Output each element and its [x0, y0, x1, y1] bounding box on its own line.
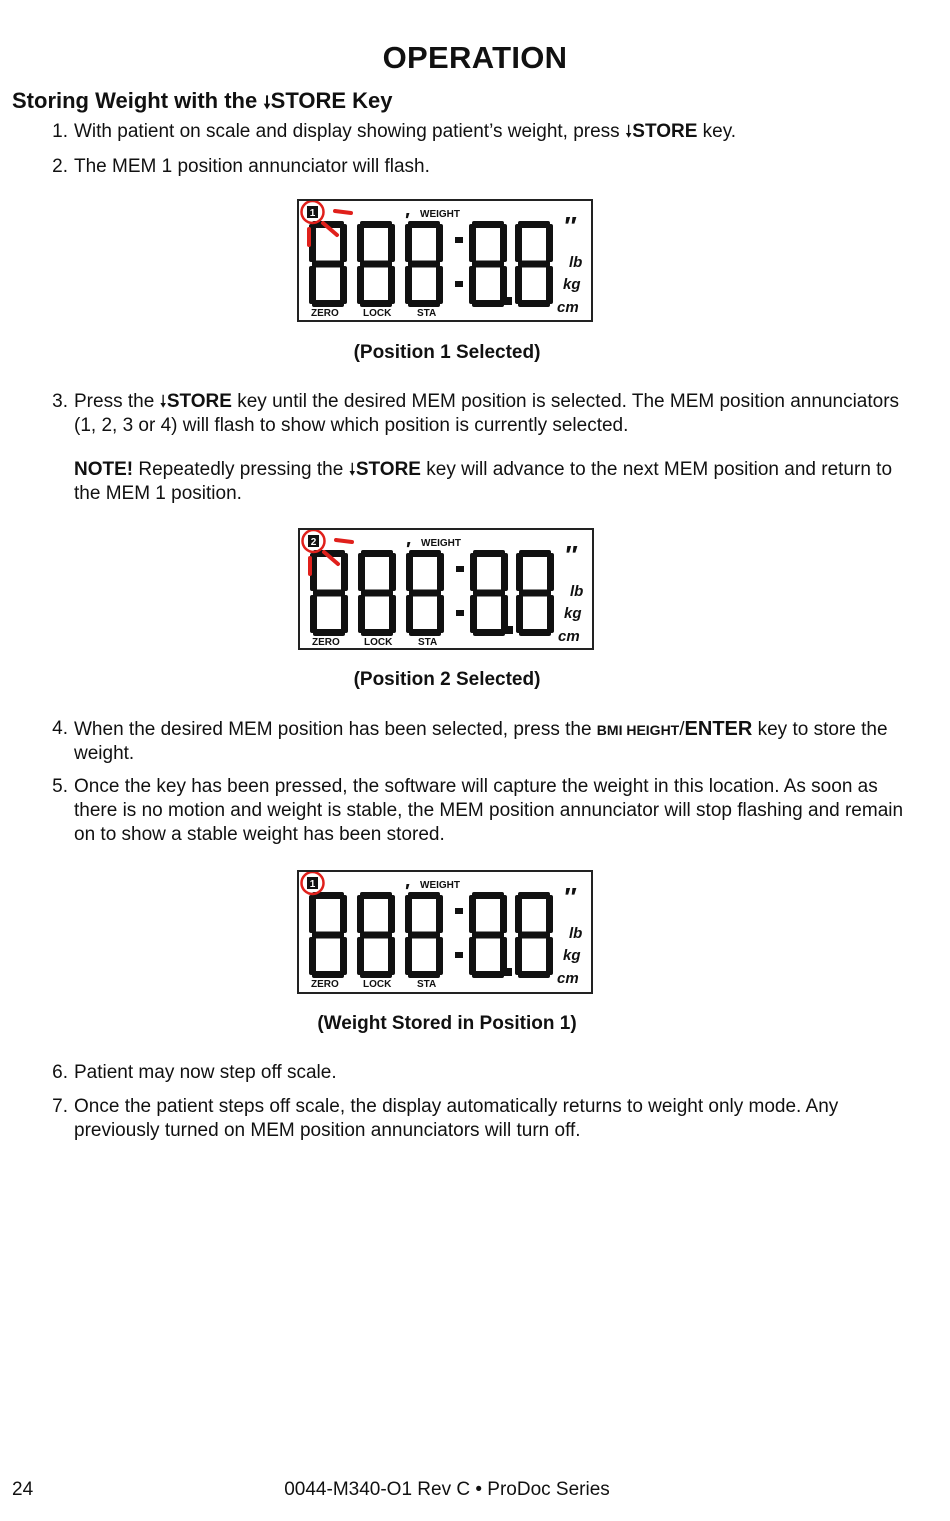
weight-label: WEIGHT	[421, 538, 461, 549]
lcd-segment	[309, 895, 316, 933]
lcd-display-stored	[297, 870, 593, 994]
footer-doc-id: 0044-M340-O1 Rev C • ProDoc Series	[284, 1479, 610, 1500]
lcd-segment	[500, 224, 507, 262]
lcd-segment	[341, 553, 348, 591]
lcd-segment	[408, 221, 440, 228]
separator-dot	[455, 281, 463, 287]
separator-dot	[455, 237, 463, 243]
lcd-segment	[388, 895, 395, 933]
sta-label: STA	[417, 308, 437, 319]
lcd-segment	[472, 221, 504, 228]
lcd-segment	[472, 971, 504, 978]
lb-unit: lb	[569, 254, 583, 271]
lcd-segment	[388, 937, 395, 975]
lcd-segment	[436, 224, 443, 262]
lcd-segment	[309, 937, 316, 975]
lcd-segment	[515, 937, 522, 975]
inch-mark: ″	[563, 211, 576, 241]
lcd-segment	[361, 550, 393, 557]
step-number: 3.	[52, 391, 68, 412]
lcd-segment	[472, 892, 504, 899]
heading-suffix: Key	[346, 88, 393, 113]
lcd-segment	[519, 590, 551, 597]
figure-caption: (Weight Stored in Position 1)	[317, 1013, 577, 1034]
cm-unit: cm	[558, 628, 580, 645]
lcd-segment	[408, 971, 440, 978]
lcd-segment	[389, 595, 396, 633]
lcd-segment	[409, 629, 441, 636]
lcd-segment	[406, 595, 413, 633]
lock-label: LOCK	[363, 308, 392, 319]
lcd-display-position-2	[298, 528, 594, 650]
lcd-segment	[340, 266, 347, 304]
lcd-segment	[472, 300, 504, 307]
section-heading	[12, 88, 393, 119]
sta-label: STA	[418, 637, 438, 648]
step-text: The MEM 1 position annunciator will flash.	[74, 156, 430, 177]
lcd-segment	[518, 971, 550, 978]
lock-label: LOCK	[363, 979, 392, 990]
lcd-graphic	[299, 201, 591, 319]
lcd-segment	[360, 300, 392, 307]
separator-dot	[455, 908, 463, 914]
heading-text: Storing Weight with the	[12, 88, 264, 113]
lcd-segment	[436, 937, 443, 975]
lcd-segment	[437, 595, 444, 633]
lcd-segment	[408, 892, 440, 899]
lcd-segment	[310, 595, 317, 633]
store-key-label: STORE	[632, 121, 698, 142]
store-key-label: STORE	[166, 391, 232, 412]
sta-label: STA	[417, 979, 437, 990]
note-block: NOTE! Repeatedly pressing the 🠗STORE key will advance to the next MEM position and return to the MEM 1 position.	[74, 459, 893, 504]
enter-key-label: ENTER	[684, 718, 753, 740]
lcd-segment	[518, 932, 550, 939]
separator-dot	[456, 610, 464, 616]
lcd-segment	[312, 971, 344, 978]
lcd-segment	[518, 221, 550, 228]
flash-mark	[336, 540, 352, 542]
lcd-segment	[516, 595, 523, 633]
lcd-segment	[358, 595, 365, 633]
step-text: With patient on scale and display showing patient’s weight, press 🠗STORE key.	[74, 121, 737, 142]
lcd-segment	[360, 892, 392, 899]
foot-mark: ′	[406, 539, 411, 561]
lcd-segment	[501, 553, 508, 591]
lcd-segment	[500, 895, 507, 933]
lcd-segment	[313, 590, 345, 597]
lcd-segment	[357, 895, 364, 933]
step-number: 5.	[52, 776, 68, 797]
lcd-segment	[408, 300, 440, 307]
lcd-segment	[515, 224, 522, 262]
lcd-segment	[341, 595, 348, 633]
lcd-segment	[408, 932, 440, 939]
lcd-segment	[546, 937, 553, 975]
lcd-graphic	[299, 872, 591, 990]
lcd-segment	[469, 937, 476, 975]
zero-label: ZERO	[311, 979, 339, 990]
zero-label: ZERO	[311, 308, 339, 319]
lcd-segment	[518, 892, 550, 899]
lcd-segment	[472, 261, 504, 268]
lcd-segment	[519, 629, 551, 636]
cm-unit: cm	[557, 299, 579, 316]
lcd-segment	[470, 595, 477, 633]
weight-label: WEIGHT	[420, 209, 460, 220]
bmi-height-key-label: BMI HEIGHT	[596, 722, 680, 738]
lcd-segment	[405, 266, 412, 304]
step-number: 6.	[52, 1062, 68, 1083]
lcd-segment	[312, 932, 344, 939]
lcd-segment	[405, 937, 412, 975]
cm-unit: cm	[557, 970, 579, 987]
step-text: Once the patient steps off scale, the display automatically returns to weight only mode. Any previously turned on MEM position annunciators will turn off.	[74, 1096, 839, 1141]
store-key-label: STORE	[355, 459, 421, 480]
lcd-segment	[518, 261, 550, 268]
lcd-segment	[360, 932, 392, 939]
mem-number: 1	[309, 879, 316, 890]
lcd-segment	[360, 971, 392, 978]
lcd-segment	[340, 937, 347, 975]
down-arrow-icon: 🠗	[348, 460, 356, 479]
step-text: Patient may now step off scale.	[74, 1062, 337, 1083]
step-number: 7.	[52, 1096, 68, 1117]
lcd-segment	[469, 266, 476, 304]
lcd-segment	[547, 553, 554, 591]
lcd-segment	[408, 261, 440, 268]
lcd-segment	[546, 895, 553, 933]
lcd-segment	[436, 895, 443, 933]
lb-unit: lb	[569, 925, 583, 942]
lcd-segment	[515, 895, 522, 933]
mem-number: 1	[309, 208, 316, 219]
lcd-graphic	[300, 530, 592, 648]
lcd-segment	[546, 266, 553, 304]
lcd-segment	[409, 590, 441, 597]
flash-mark	[335, 211, 351, 213]
lcd-segment	[361, 629, 393, 636]
lcd-segment	[469, 224, 476, 262]
decimal-dot	[504, 297, 512, 305]
decimal-dot	[505, 626, 513, 634]
inch-mark: ″	[563, 882, 576, 912]
lcd-segment	[340, 224, 347, 262]
lcd-segment	[312, 261, 344, 268]
lcd-segment	[357, 224, 364, 262]
lcd-segment	[437, 553, 444, 591]
lcd-segment	[546, 224, 553, 262]
lcd-segment	[357, 937, 364, 975]
step-number: 2.	[52, 156, 68, 177]
lcd-segment	[436, 266, 443, 304]
kg-unit: kg	[563, 276, 581, 293]
down-arrow-icon: 🠗	[624, 122, 633, 141]
lcd-segment	[388, 224, 395, 262]
lcd-segment	[312, 300, 344, 307]
lcd-segment	[470, 553, 477, 591]
lcd-segment	[518, 300, 550, 307]
down-arrow-icon: 🠗	[263, 93, 271, 112]
down-arrow-icon: 🠗	[159, 392, 167, 411]
lcd-segment	[340, 895, 347, 933]
lb-unit: lb	[570, 583, 584, 600]
note-label: NOTE!	[74, 459, 134, 480]
lock-label: LOCK	[364, 637, 393, 648]
foot-mark: ′	[405, 881, 410, 903]
store-key-label: STORE	[270, 88, 347, 113]
lcd-display-position-1	[297, 199, 593, 322]
lcd-segment	[313, 629, 345, 636]
lcd-segment	[473, 629, 505, 636]
decimal-dot	[504, 968, 512, 976]
mem-number: 2	[310, 537, 317, 548]
lcd-segment	[469, 895, 476, 933]
step-number: 4.	[52, 718, 68, 739]
figure-caption: (Position 1 Selected)	[353, 342, 541, 363]
step-number: 1.	[52, 121, 68, 142]
lcd-segment	[516, 553, 523, 591]
lcd-segment	[358, 553, 365, 591]
separator-dot	[456, 566, 464, 572]
kg-unit: kg	[564, 605, 582, 622]
page-number: 24	[12, 1479, 34, 1500]
separator-dot	[455, 952, 463, 958]
lcd-segment	[388, 266, 395, 304]
lcd-segment	[360, 221, 392, 228]
weight-label: WEIGHT	[420, 880, 460, 891]
figure-caption: (Position 2 Selected)	[353, 669, 541, 690]
step-text: Press the 🠗STORE key until the desired MEM position is selected. The MEM position annunciators (1, 2, 3 or 4) will flash to show which position is currently selected.	[74, 391, 900, 436]
lcd-segment	[409, 550, 441, 557]
lcd-segment	[360, 261, 392, 268]
lcd-segment	[309, 266, 316, 304]
foot-mark: ′	[405, 210, 410, 232]
kg-unit: kg	[563, 947, 581, 964]
page-title: OPERATION	[382, 40, 568, 75]
zero-label: ZERO	[312, 637, 340, 648]
lcd-segment	[547, 595, 554, 633]
lcd-segment	[515, 266, 522, 304]
lcd-segment	[519, 550, 551, 557]
lcd-segment	[472, 932, 504, 939]
lcd-segment	[389, 553, 396, 591]
lcd-segment	[473, 590, 505, 597]
step-text: Once the key has been pressed, the software will capture the weight in this location. As soon as there is no motion and weight is stable, the MEM position annunciator will stop flashing and remain on to show a stable weight has been stored.	[74, 776, 904, 845]
lcd-segment	[357, 266, 364, 304]
inch-mark: ″	[564, 540, 577, 570]
lcd-segment	[473, 550, 505, 557]
step-text: When the desired MEM position has been selected, press the BMI HEIGHT/ENTER key to store the weight.	[74, 718, 888, 764]
lcd-segment	[361, 590, 393, 597]
